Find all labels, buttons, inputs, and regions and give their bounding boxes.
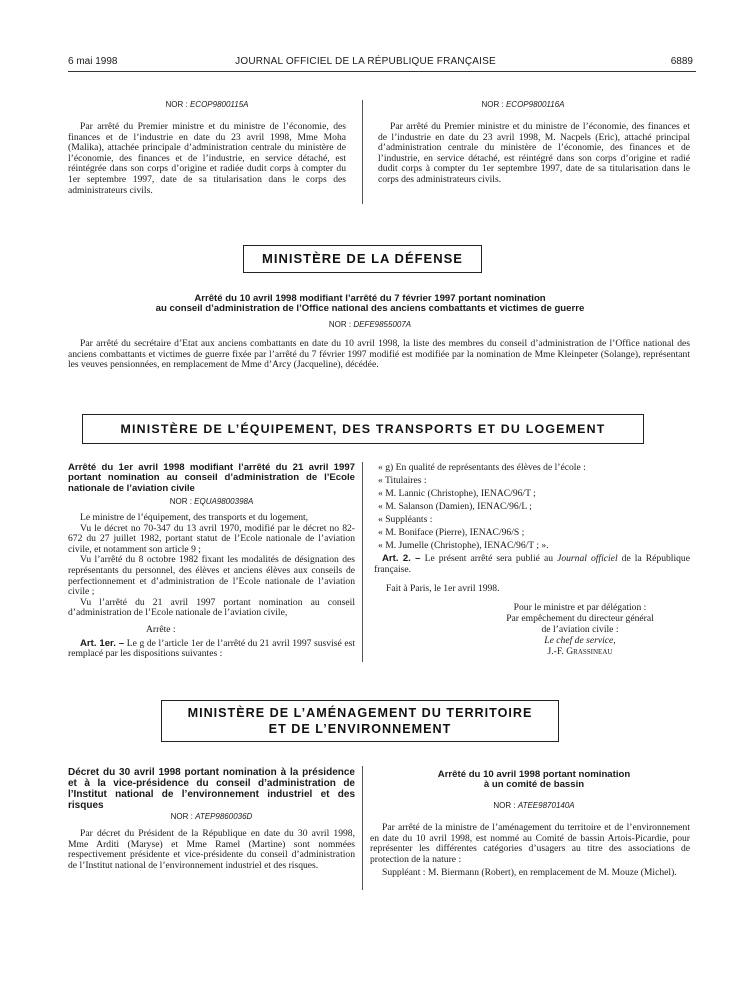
list-item: « Suppléants :	[378, 513, 433, 525]
decree-text-right	[378, 122, 690, 186]
journal-reference: Journal officiel	[557, 553, 618, 564]
signature-line: de l’aviation civile :	[541, 624, 619, 635]
nor-label: NOR :	[169, 497, 192, 506]
nor-code: DEFE9855007A	[353, 320, 412, 329]
paragraph: Suppléant : M. Biermann (Robert), en remplacement de M. Mouze (Michel).	[382, 867, 677, 879]
nor-code: EQUA9800398A	[194, 497, 254, 506]
paragraph: Vu l’arrêté du 21 avril 1997 portant nomination au conseil d’administration de l’Ecole nationale de l’aviation civile,	[68, 596, 355, 619]
paragraph: Par arrêté du secrétaire d’Etat aux anciens combattants en date du 10 avril 1998, la liste des membres du conseil d’administration de l’Office national des anciens combattants et victimes de guerre fixée par l’arrêté du 7 février 1997 modifié est modifiée par la nomination de Mme Kleinpeter (Solange), représentant les veuves pensionnées, en remplacement de Mme d’Arcy (Jacqueline), décédée.	[68, 338, 690, 371]
article-label: Art. 1er. –	[80, 637, 125, 649]
paragraph: Par décret du Président de la République en date du 30 avril 1998, Mme Arditi (Maryse) et Mme Ramel (Martine) sont nommées respectivement présidente et vice-présidente du conseil d’administration de l’Institut national de l’environnement industriel et des risques.	[68, 828, 355, 871]
signature-block	[480, 602, 680, 657]
title-line: au conseil d’administration de l’Office national des anciens combattants et victimes de guerre	[155, 303, 585, 315]
page-number: 6889	[670, 56, 693, 67]
nor-reference	[378, 100, 668, 109]
decree-title	[68, 767, 355, 811]
decree-text-left	[68, 122, 346, 196]
nor-code: ECOP9800115A	[189, 100, 249, 109]
title-text: Arrêté du 1er avril 1998 modifiant l’arrêté du 21 avril 1997 portant nomination au conseil d’administration de l’Ecole nationale de l’aviation civile	[68, 462, 355, 494]
nor-reference	[68, 812, 355, 821]
nor-code: ATEE9870140A	[517, 801, 575, 810]
title-text: Décret du 30 avril 1998 portant nomination à la présidence et à la vice-présidence du conseil d’administration de l’Institut national de l’environnement industriel et des risques	[68, 767, 355, 811]
header-date: 6 mai 1998	[68, 56, 118, 67]
list-item: « M. Boniface (Pierre), IENAC/96/S ;	[378, 526, 525, 538]
signature-role: Le chef de service,	[544, 635, 616, 646]
column-divider	[362, 766, 363, 890]
header-rule	[68, 71, 696, 72]
nor-label: NOR :	[170, 812, 193, 821]
decree-title	[60, 294, 680, 315]
title-line: Arrêté du 10 avril 1998 portant nomination	[437, 769, 631, 780]
journal-title: JOURNAL OFFICIEL DE LA RÉPUBLIQUE FRANÇAISE	[235, 56, 496, 67]
fait-a-paris	[386, 584, 686, 595]
decree-title	[68, 463, 355, 494]
nor-code: ECOP9800116A	[505, 100, 565, 109]
nor-reference	[68, 497, 355, 506]
column-divider	[362, 462, 363, 662]
signature-line: Pour le ministre et par délégation :	[513, 602, 647, 613]
decree-text-defense	[68, 339, 690, 371]
nor-label: NOR :	[481, 100, 504, 109]
decree-body-equipement	[68, 513, 355, 660]
title-line: à un comité de bassin	[483, 779, 585, 791]
date-place: Fait à Paris, le 1er avril 1998.	[386, 583, 500, 594]
article-text: Le g de l’article 1er de l’arrêté du 21 avril 1997 susvisé est remplacé par les dispositions suivantes :	[68, 637, 355, 660]
list-item: « M. Salanson (Damien), IENAC/96/L ;	[378, 500, 532, 512]
arrete-label: Arrête :	[146, 623, 176, 635]
ministry-line: MINISTÈRE DE L’AMÉNAGEMENT DU TERRITOIRE	[187, 706, 533, 720]
article-2	[374, 554, 690, 575]
column-divider	[362, 100, 363, 204]
ministry-heading-equipement: MINISTÈRE DE L’ÉQUIPEMENT, DES TRANSPORTS ET DU LOGEMENT	[82, 414, 644, 444]
list-item: « M. Jumelle (Christophe), IENAC/96/T ; ».	[378, 539, 549, 551]
article-text: Le présent arrêté sera publié au	[424, 553, 558, 564]
nor-code: ATEP9860036D	[195, 812, 253, 821]
article-label: Art. 2. –	[382, 553, 421, 564]
list-item: « M. Lannic (Christophe), IENAC/96/T ;	[378, 487, 536, 499]
list-item: « g) En qualité de représentants des élèves de l’école :	[378, 462, 586, 473]
ministry-line: ET DE L’ENVIRONNEMENT	[268, 722, 452, 736]
nor-reference	[378, 801, 690, 810]
paragraph: Par arrêté de la ministre de l’aménagement du territoire et de l’environnement en date du 10 avril 1998, est nommé au Comité de bassin Artois-Picardie, pour représenter les différentes catégories d’usagers au titre des associations de protection de la nature :	[370, 822, 690, 865]
paragraph: Par arrêté du Premier ministre et du ministre de l’économie, des finances et de l’industrie en date du 23 avril 1998, Mme Moha (Malika), attachée principale d’administration centrale du ministère de l’économie, des finances et de l’industrie, en service détaché, est réintégrée dans son corps d’origine et radiée dudit corps à compter du 1er septembre 1997, date de sa titularisation dans le corps des administrateurs civils.	[68, 121, 346, 196]
nor-label: NOR :	[493, 801, 516, 810]
title-line: Arrêté du 10 avril 1998 modifiant l’arrêté du 7 février 1997 portant nomination	[194, 293, 546, 304]
decree-title	[378, 770, 690, 791]
nor-reference	[60, 320, 680, 329]
nor-label: NOR :	[328, 320, 352, 329]
decree-text-comite-bassin	[370, 823, 690, 879]
ministry-heading-defense: MINISTÈRE DE LA DÉFENSE	[243, 245, 482, 273]
signature-line: Par empêchement du directeur général	[506, 613, 654, 624]
paragraph: Vu l’arrêté du 8 octobre 1982 fixant les modalités de désignation des représentants du personnel, des élèves et anciens élèves aux conseils de perfectionnement et d’administration de l’Ecole nationale de l’aviation civile ;	[68, 554, 355, 598]
signatory-name: J.-F. Grassineau	[547, 646, 613, 657]
article-1	[68, 639, 355, 660]
paragraph: Vu le décret no 70-347 du 13 avril 1970, modifié par le décret no 82-672 du 27 juillet 1982, portant statut de l’Ecole nationale de l’aviation civile, et notamment son article 9 ;	[68, 522, 355, 555]
article-text: de la République française.	[374, 553, 690, 575]
paragraph: Par arrêté du Premier ministre et du ministre de l’économie, des finances et de l’industrie en date du 23 avril 1998, M. Nacpels (Eric), attaché principal d’administration centrale du ministère de l’économie, des finances et de l’industrie, en service détaché, est réintégré dans son corps d’origine et radié dudit corps à compter du 1er septembre 1997, date de sa titularisation dans le corps des administrateurs civils.	[378, 121, 690, 185]
representatives-list	[378, 463, 690, 554]
decree-text-inerisnomination	[68, 829, 355, 871]
nor-reference	[68, 100, 346, 109]
ministry-heading-environnement	[161, 700, 559, 742]
paragraph: Le ministre de l’équipement, des transports et du logement,	[80, 512, 309, 523]
list-item: « Titulaires :	[378, 474, 427, 486]
nor-label: NOR :	[165, 100, 188, 109]
